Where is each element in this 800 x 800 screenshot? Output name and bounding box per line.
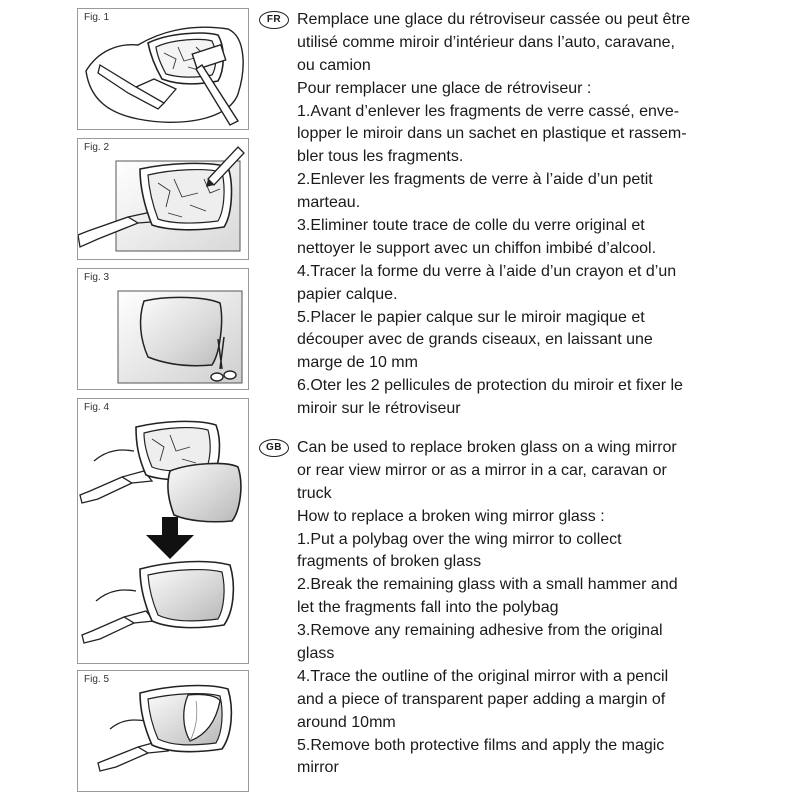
text-line: nettoyer le support avec un chiffon imbibé d’alcool.: [297, 239, 657, 257]
text-line: Pour remplacer une glace de rétroviseur :: [297, 79, 592, 97]
text-line: fragments of broken glass: [297, 553, 482, 571]
illustration-peeling-film: [78, 671, 250, 793]
text-line: bler tous les fragments.: [297, 148, 464, 166]
text-line: miroir sur le rétroviseur: [297, 400, 461, 418]
figure-label: Fig. 4: [84, 402, 110, 413]
text-line: 4.Tracer la forme du verre à l’aide d’un crayon et d’un: [297, 262, 677, 280]
figure-label: Fig. 1: [84, 12, 110, 23]
text-line: lopper le miroir dans un sachet en plastique et rassem-: [297, 125, 687, 143]
text-line: truck: [297, 484, 332, 502]
text-line: 4.Trace the outline of the original mirror with a pencil: [297, 667, 669, 685]
text-line: or rear view mirror or as a mirror in a car, caravan or: [297, 461, 667, 479]
text-line: Can be used to replace broken glass on a wing mirror: [297, 439, 677, 456]
figure-label: Fig. 2: [84, 142, 110, 153]
english-text: [297, 437, 797, 780]
illustration-removing-glass: [78, 139, 250, 261]
figure-5: [77, 670, 249, 792]
illustration-cutting-template: [78, 269, 250, 391]
figure-1: [77, 8, 249, 130]
text-line: let the fragments fall into the polybag: [297, 599, 559, 617]
text-line: 1.Put a polybag over the wing mirror to collect: [297, 530, 622, 548]
text-line: marteau.: [297, 194, 361, 212]
text-line: 3.Eliminer toute trace de colle du verre original et: [297, 217, 645, 235]
figure-3: [77, 268, 249, 390]
text-line: mirror: [297, 759, 339, 777]
text-line: 3.Remove any remaining adhesive from the original: [297, 622, 663, 640]
language-badge-gb: GB: [259, 439, 289, 457]
figure-label: Fig. 5: [84, 674, 110, 685]
text-line: 1.Avant d’enlever les fragments de verre cassé, enve-: [297, 102, 680, 120]
illustration-fitting-new-mirror: [78, 399, 250, 665]
text-line: ou camion: [297, 56, 371, 74]
text-line: 2.Break the remaining glass with a small hammer and: [297, 576, 678, 594]
text-line: and a piece of transparent paper adding a margin of: [297, 690, 666, 708]
text-line: utilisé comme miroir d’intérieur dans l’auto, caravane,: [297, 33, 675, 51]
text-line: glass: [297, 645, 335, 663]
text-line: 2.Enlever les fragments de verre à l’aide d’un petit: [297, 171, 653, 189]
text-line: découper avec de grands ciseaux, en laissant une: [297, 331, 653, 349]
figure-4: [77, 398, 249, 664]
text-line: How to replace a broken wing mirror glass :: [297, 507, 605, 525]
illustration-mirror-in-polybag: [78, 9, 250, 131]
text-line: around 10mm: [297, 713, 396, 731]
text-line: marge de 10 mm: [297, 354, 418, 372]
text-line: Remplace une glace du rétroviseur cassée ou peut être: [297, 11, 691, 28]
french-text: [297, 9, 797, 421]
language-badge-fr: FR: [259, 11, 289, 29]
figure-label: Fig. 3: [84, 272, 110, 283]
text-line: 5.Remove both protective films and apply the magic: [297, 736, 665, 754]
text-line: 6.Oter les 2 pellicules de protection du miroir et fixer le: [297, 377, 683, 395]
text-line: 5.Placer le papier calque sur le miroir magique et: [297, 308, 645, 326]
text-line: papier calque.: [297, 285, 398, 303]
figure-2: [77, 138, 249, 260]
